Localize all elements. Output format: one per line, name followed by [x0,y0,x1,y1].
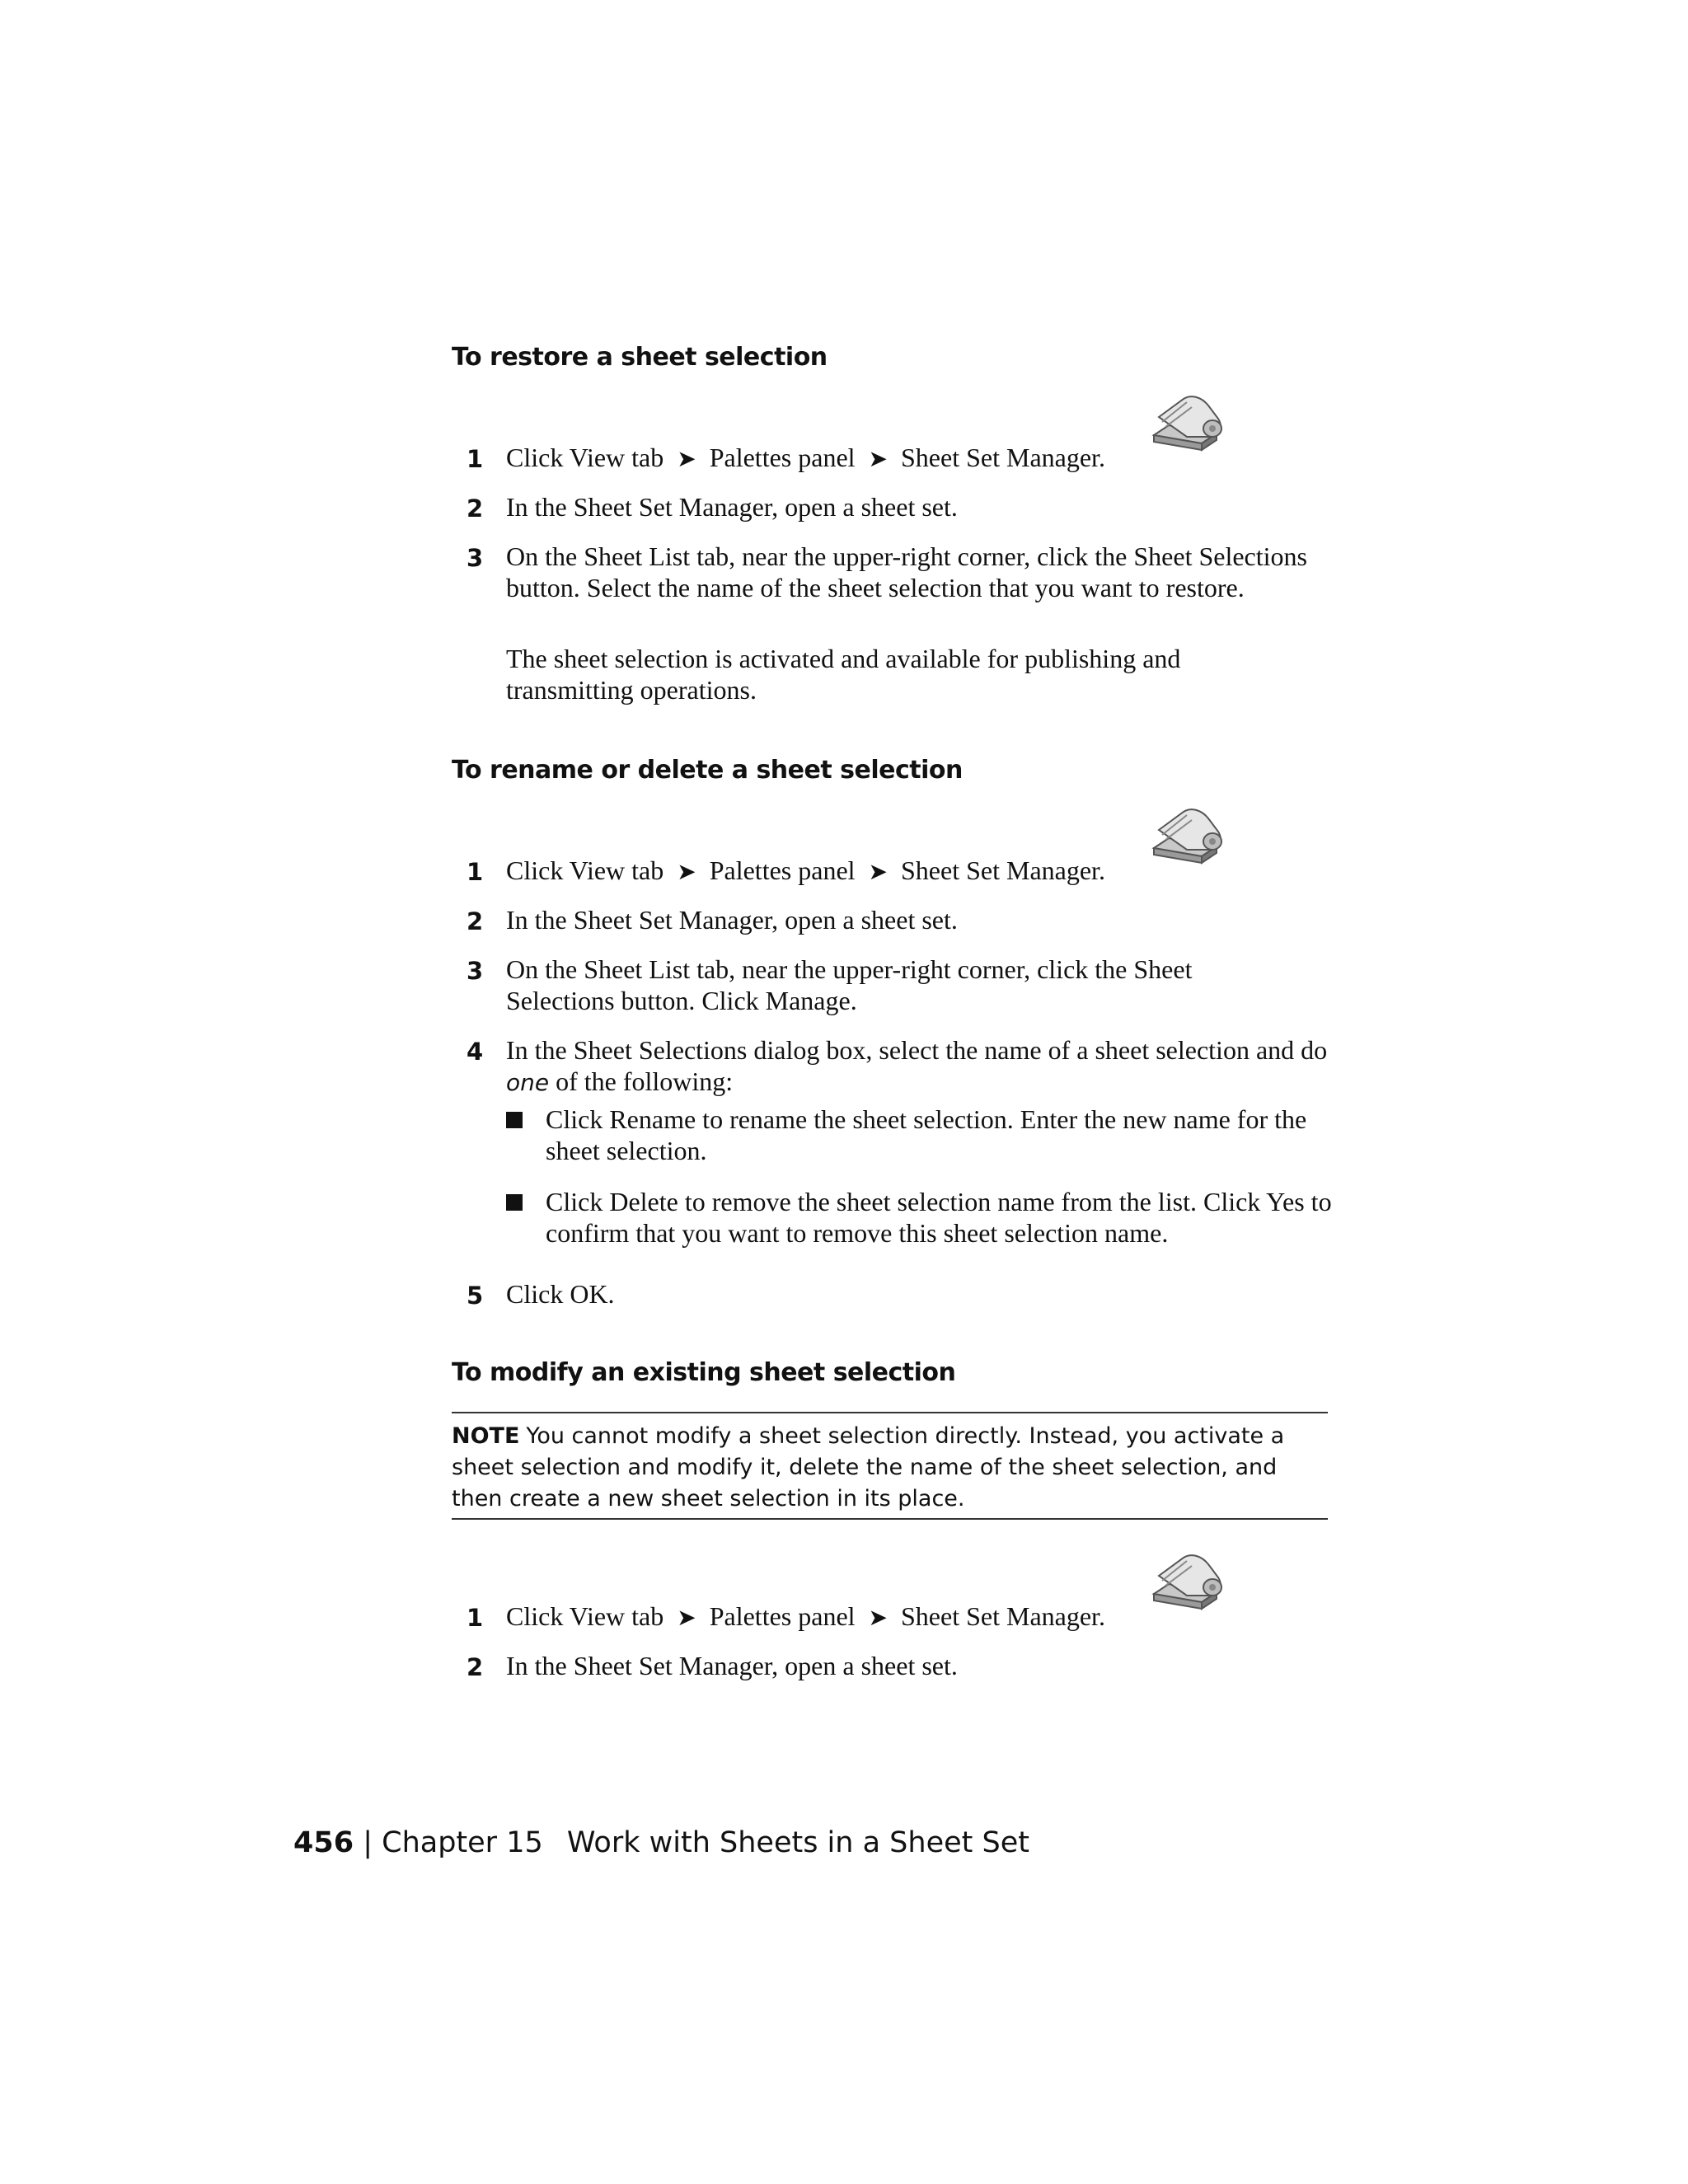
bullet-text: Click Delete to remove the sheet selection name from the list. Click Yes to confirm that you want to remove this sheet selection name. [546,1187,1332,1248]
arrow-icon: ➤ [677,860,696,885]
step-text-emphasis: one [506,1069,550,1096]
step-number: 1 [467,445,484,473]
section-heading-restore: To restore a sheet selection [452,343,828,372]
step-text: Click OK. [506,1279,615,1309]
arrow-icon: ➤ [677,447,696,472]
arrow-icon: ➤ [677,1605,696,1631]
chapter-title: Work with Sheets in a Sheet Set [566,1826,1029,1859]
step-text-palettes-panel: Palettes panel [709,1601,856,1631]
step-text: In the Sheet Set Manager, open a sheet set. [506,1651,958,1680]
step-text-sheet-set-manager: Sheet Set Manager. [901,855,1105,885]
section-heading-rename-delete: To rename or delete a sheet selection [452,756,963,785]
step-text: On the Sheet List tab, near the upper-right corner, click the Sheet Selections button. Click Manage. [506,954,1193,1015]
step-number: 2 [467,1653,484,1681]
step-number: 1 [467,1604,484,1632]
step-number: 5 [467,1282,484,1310]
step-text [506,1034,1330,1099]
note-box [452,1421,1328,1515]
chapter-label: Chapter 15 [382,1826,543,1859]
sheet-set-manager-icon [1151,805,1226,871]
arrow-icon: ➤ [868,860,888,885]
note-text: You cannot modify a sheet selection directly. Instead, you activate a sheet selection and modify it, delete the name of the sheet selection, and then create a new sheet selection in its place. [452,1423,1285,1511]
section-heading-modify: To modify an existing sheet selection [452,1358,956,1387]
arrow-icon: ➤ [868,447,888,472]
step-number: 3 [467,544,484,572]
step-text-palettes-panel: Palettes panel [709,855,856,885]
sheet-set-manager-icon [1151,1551,1226,1617]
step-text-sheet-set-manager: Sheet Set Manager. [901,1601,1105,1631]
note-top-rule [452,1412,1328,1413]
step-text: In the Sheet Set Manager, open a sheet set. [506,905,958,935]
step-number: 2 [467,907,484,935]
step-text-part: of the following: [549,1066,734,1096]
bullet-marker [506,1112,523,1128]
note-label: NOTE [452,1423,520,1449]
step-text-view-tab: Click View tab [506,855,664,885]
sheet-set-manager-icon [1151,392,1226,458]
step-number: 3 [467,957,484,985]
step-text-sheet-set-manager: Sheet Set Manager. [901,443,1105,472]
bullet-text: Click Rename to rename the sheet selection. Enter the new name for the sheet selection. [546,1104,1307,1165]
step-text: On the Sheet List tab, near the upper-right corner, click the Sheet Selections button. Select the name of the sheet selection that you want to restore. [506,541,1307,602]
step-text-view-tab: Click View tab [506,1601,664,1631]
step-number: 1 [467,858,484,886]
step-number: 2 [467,494,484,523]
step-text: In the Sheet Set Manager, open a sheet set. [506,492,958,522]
step-text-part: In the Sheet Selections dialog box, select the name of a sheet selection and do [506,1035,1328,1065]
step-text-palettes-panel: Palettes panel [709,443,856,472]
bullet-marker [506,1194,523,1211]
step-number: 4 [467,1038,484,1066]
step-result: The sheet selection is activated and available for publishing and transmitting operations. [506,644,1181,705]
note-bottom-rule [452,1518,1328,1520]
footer-divider: | [363,1826,373,1859]
step-text-view-tab: Click View tab [506,443,664,472]
page-footer [293,1826,1029,1859]
arrow-icon: ➤ [868,1605,888,1631]
page-number: 456 [293,1826,354,1859]
